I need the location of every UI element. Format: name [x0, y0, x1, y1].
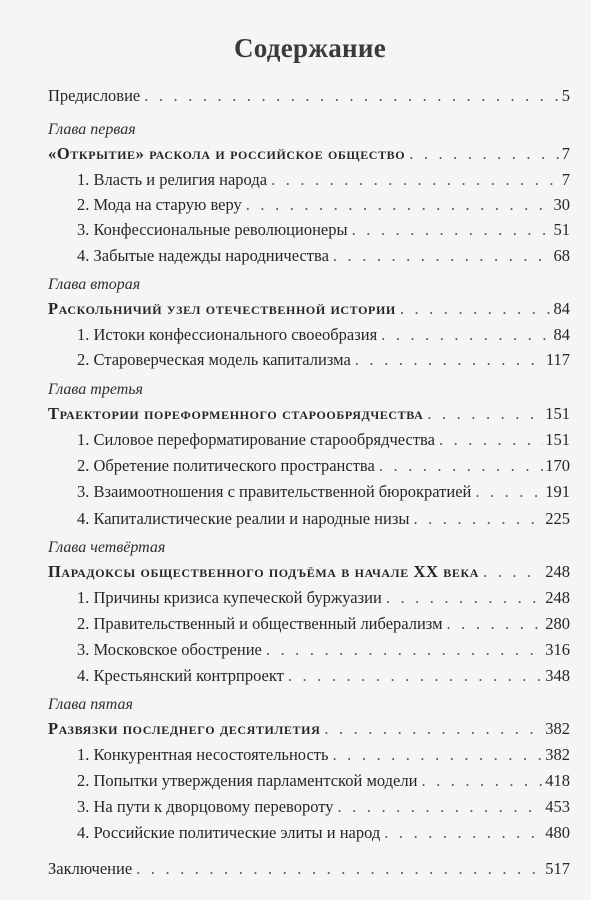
- toc-page-number: 68: [553, 246, 570, 265]
- toc-page-number: 348: [545, 666, 570, 685]
- dot-leader: [483, 562, 543, 582]
- toc-section[interactable]: [77, 220, 570, 242]
- toc-page-number: 117: [545, 350, 570, 369]
- toc-page-number: 382: [545, 719, 570, 738]
- toc-entry-label: 1. Конкурентная несостоятельность: [77, 745, 329, 764]
- chapter-label: Глава четвёртая: [48, 539, 166, 556]
- toc-page-number: 225: [545, 509, 570, 528]
- toc-entry-label: 4. Российские политические элиты и народ: [77, 823, 381, 842]
- dot-leader: [324, 719, 543, 739]
- toc-page-number: 480: [545, 823, 570, 842]
- toc-entry-label: 3. Московское обострение: [77, 640, 262, 659]
- dot-leader: [379, 456, 543, 476]
- toc-entry-label: 1. Силовое переформатирование старообрядчества: [77, 430, 435, 449]
- toc-entry-label: 4. Капиталистические реалии и народные низы: [77, 509, 410, 528]
- toc-chapter-title[interactable]: [48, 299, 570, 321]
- chapter-label: Глава вторая: [48, 276, 141, 293]
- toc-entry-label: Предисловие: [48, 86, 141, 105]
- dot-leader: [409, 144, 560, 164]
- dot-leader: [386, 588, 543, 608]
- toc-section[interactable]: [77, 170, 570, 192]
- toc-section[interactable]: [77, 797, 570, 819]
- toc-page-number: 84: [553, 325, 570, 344]
- page-title: Содержание: [233, 33, 387, 63]
- dot-leader: [400, 299, 552, 319]
- toc-entry-label: 2. Староверческая модель капитализма: [77, 350, 351, 369]
- toc-entry-label: 2. Обретение политического пространства: [77, 456, 375, 475]
- toc-page-number: 51: [553, 220, 570, 239]
- toc-chapter-title[interactable]: [48, 562, 570, 584]
- toc-chapter-title[interactable]: [48, 144, 570, 166]
- toc-page-number: 517: [545, 859, 570, 878]
- dot-leader: [271, 170, 560, 190]
- dot-leader: [333, 745, 544, 765]
- dot-leader: [338, 797, 544, 817]
- dot-leader: [136, 859, 543, 879]
- dot-leader: [352, 220, 552, 240]
- toc-entry-label: Парадоксы общественного подъёма в начале XX века: [48, 562, 480, 581]
- dot-leader: [384, 823, 543, 843]
- dot-leader: [355, 350, 544, 370]
- toc-page-number: 280: [545, 614, 570, 633]
- toc-section[interactable]: [77, 666, 570, 688]
- toc-section[interactable]: [77, 195, 570, 217]
- dot-leader: [421, 771, 543, 791]
- dot-leader: [413, 509, 543, 529]
- toc-entry-preface[interactable]: [48, 86, 570, 108]
- toc-page-number: 7: [561, 170, 570, 189]
- dot-leader: [144, 86, 560, 106]
- toc-chapter-title[interactable]: [48, 404, 570, 426]
- toc-section[interactable]: [77, 350, 570, 372]
- toc-entry-label: 4. Крестьянский контрпроект: [77, 666, 284, 685]
- dot-leader: [288, 666, 543, 686]
- dot-leader: [381, 325, 551, 345]
- toc-entry-label: 2. Мода на старую веру: [77, 195, 242, 214]
- toc-entry-label: 4. Забытые надежды народничества: [77, 246, 329, 265]
- toc-section[interactable]: [77, 482, 570, 504]
- toc-page-number: 316: [545, 640, 570, 659]
- toc-entry-conclusion[interactable]: [48, 859, 570, 881]
- toc-page-number: 30: [553, 195, 570, 214]
- toc-entry-label: 3. На пути к дворцовому перевороту: [77, 797, 334, 816]
- toc-page-number: 5: [561, 86, 570, 105]
- toc-section[interactable]: [77, 588, 570, 610]
- toc-page-number: 191: [545, 482, 570, 501]
- toc-page-number: 151: [545, 404, 570, 423]
- dot-leader: [333, 246, 552, 266]
- dot-leader: [246, 195, 552, 215]
- toc-entry-label: 3. Конфессиональные революционеры: [77, 220, 348, 239]
- toc-page-number: 7: [561, 144, 570, 163]
- chapter-label: Глава пятая: [48, 696, 133, 713]
- toc-entry-label: «Открытие» раскола и российское общество: [48, 144, 406, 163]
- toc-page-number: 151: [545, 430, 570, 449]
- toc-page-number: 84: [553, 299, 570, 318]
- toc-entry-label: 3. Взаимоотношения с правительственной бюрократией: [77, 482, 472, 501]
- toc-section[interactable]: [77, 325, 570, 347]
- chapter-label: Глава первая: [48, 121, 136, 138]
- toc-section[interactable]: [77, 640, 570, 662]
- toc-entry-label: 1. Истоки конфессионального своеобразия: [77, 325, 378, 344]
- toc-section[interactable]: [77, 456, 570, 478]
- toc-page-number: 170: [545, 456, 570, 475]
- toc-section[interactable]: [77, 745, 570, 767]
- toc-entry-label: Заключение: [48, 859, 133, 878]
- toc-entry-label: 2. Правительственный и общественный либерализм: [77, 614, 443, 633]
- toc-section[interactable]: [77, 430, 570, 452]
- dot-leader: [266, 640, 543, 660]
- toc-entry-label: 2. Попытки утверждения парламентской модели: [77, 771, 418, 790]
- toc-page-number: 453: [545, 797, 570, 816]
- dot-leader: [447, 614, 544, 634]
- toc-section[interactable]: [77, 823, 570, 845]
- toc-section[interactable]: [77, 771, 570, 793]
- toc-section[interactable]: [77, 614, 570, 636]
- toc-page-number: 382: [545, 745, 570, 764]
- toc-chapter-title[interactable]: [48, 719, 570, 741]
- toc-page-number: 418: [545, 771, 570, 790]
- chapter-label: Глава третья: [48, 381, 143, 398]
- toc-entry-label: 1. Власть и религия народа: [77, 170, 268, 189]
- toc-entry-label: Раскольничий узел отечественной истории: [48, 299, 396, 318]
- toc-page-number: 248: [545, 588, 570, 607]
- toc-section[interactable]: [77, 509, 570, 531]
- dot-leader: [475, 482, 543, 502]
- toc-page-number: 248: [545, 562, 570, 581]
- toc-entry-label: Траектории пореформенного старообрядчества: [48, 404, 424, 423]
- toc-section[interactable]: [77, 246, 570, 268]
- dot-leader: [439, 430, 543, 450]
- toc-entry-label: Развязки последнего десятилетия: [48, 719, 321, 738]
- dot-leader: [427, 404, 543, 424]
- toc-entry-label: 1. Причины кризиса купеческой буржуазии: [77, 588, 382, 607]
